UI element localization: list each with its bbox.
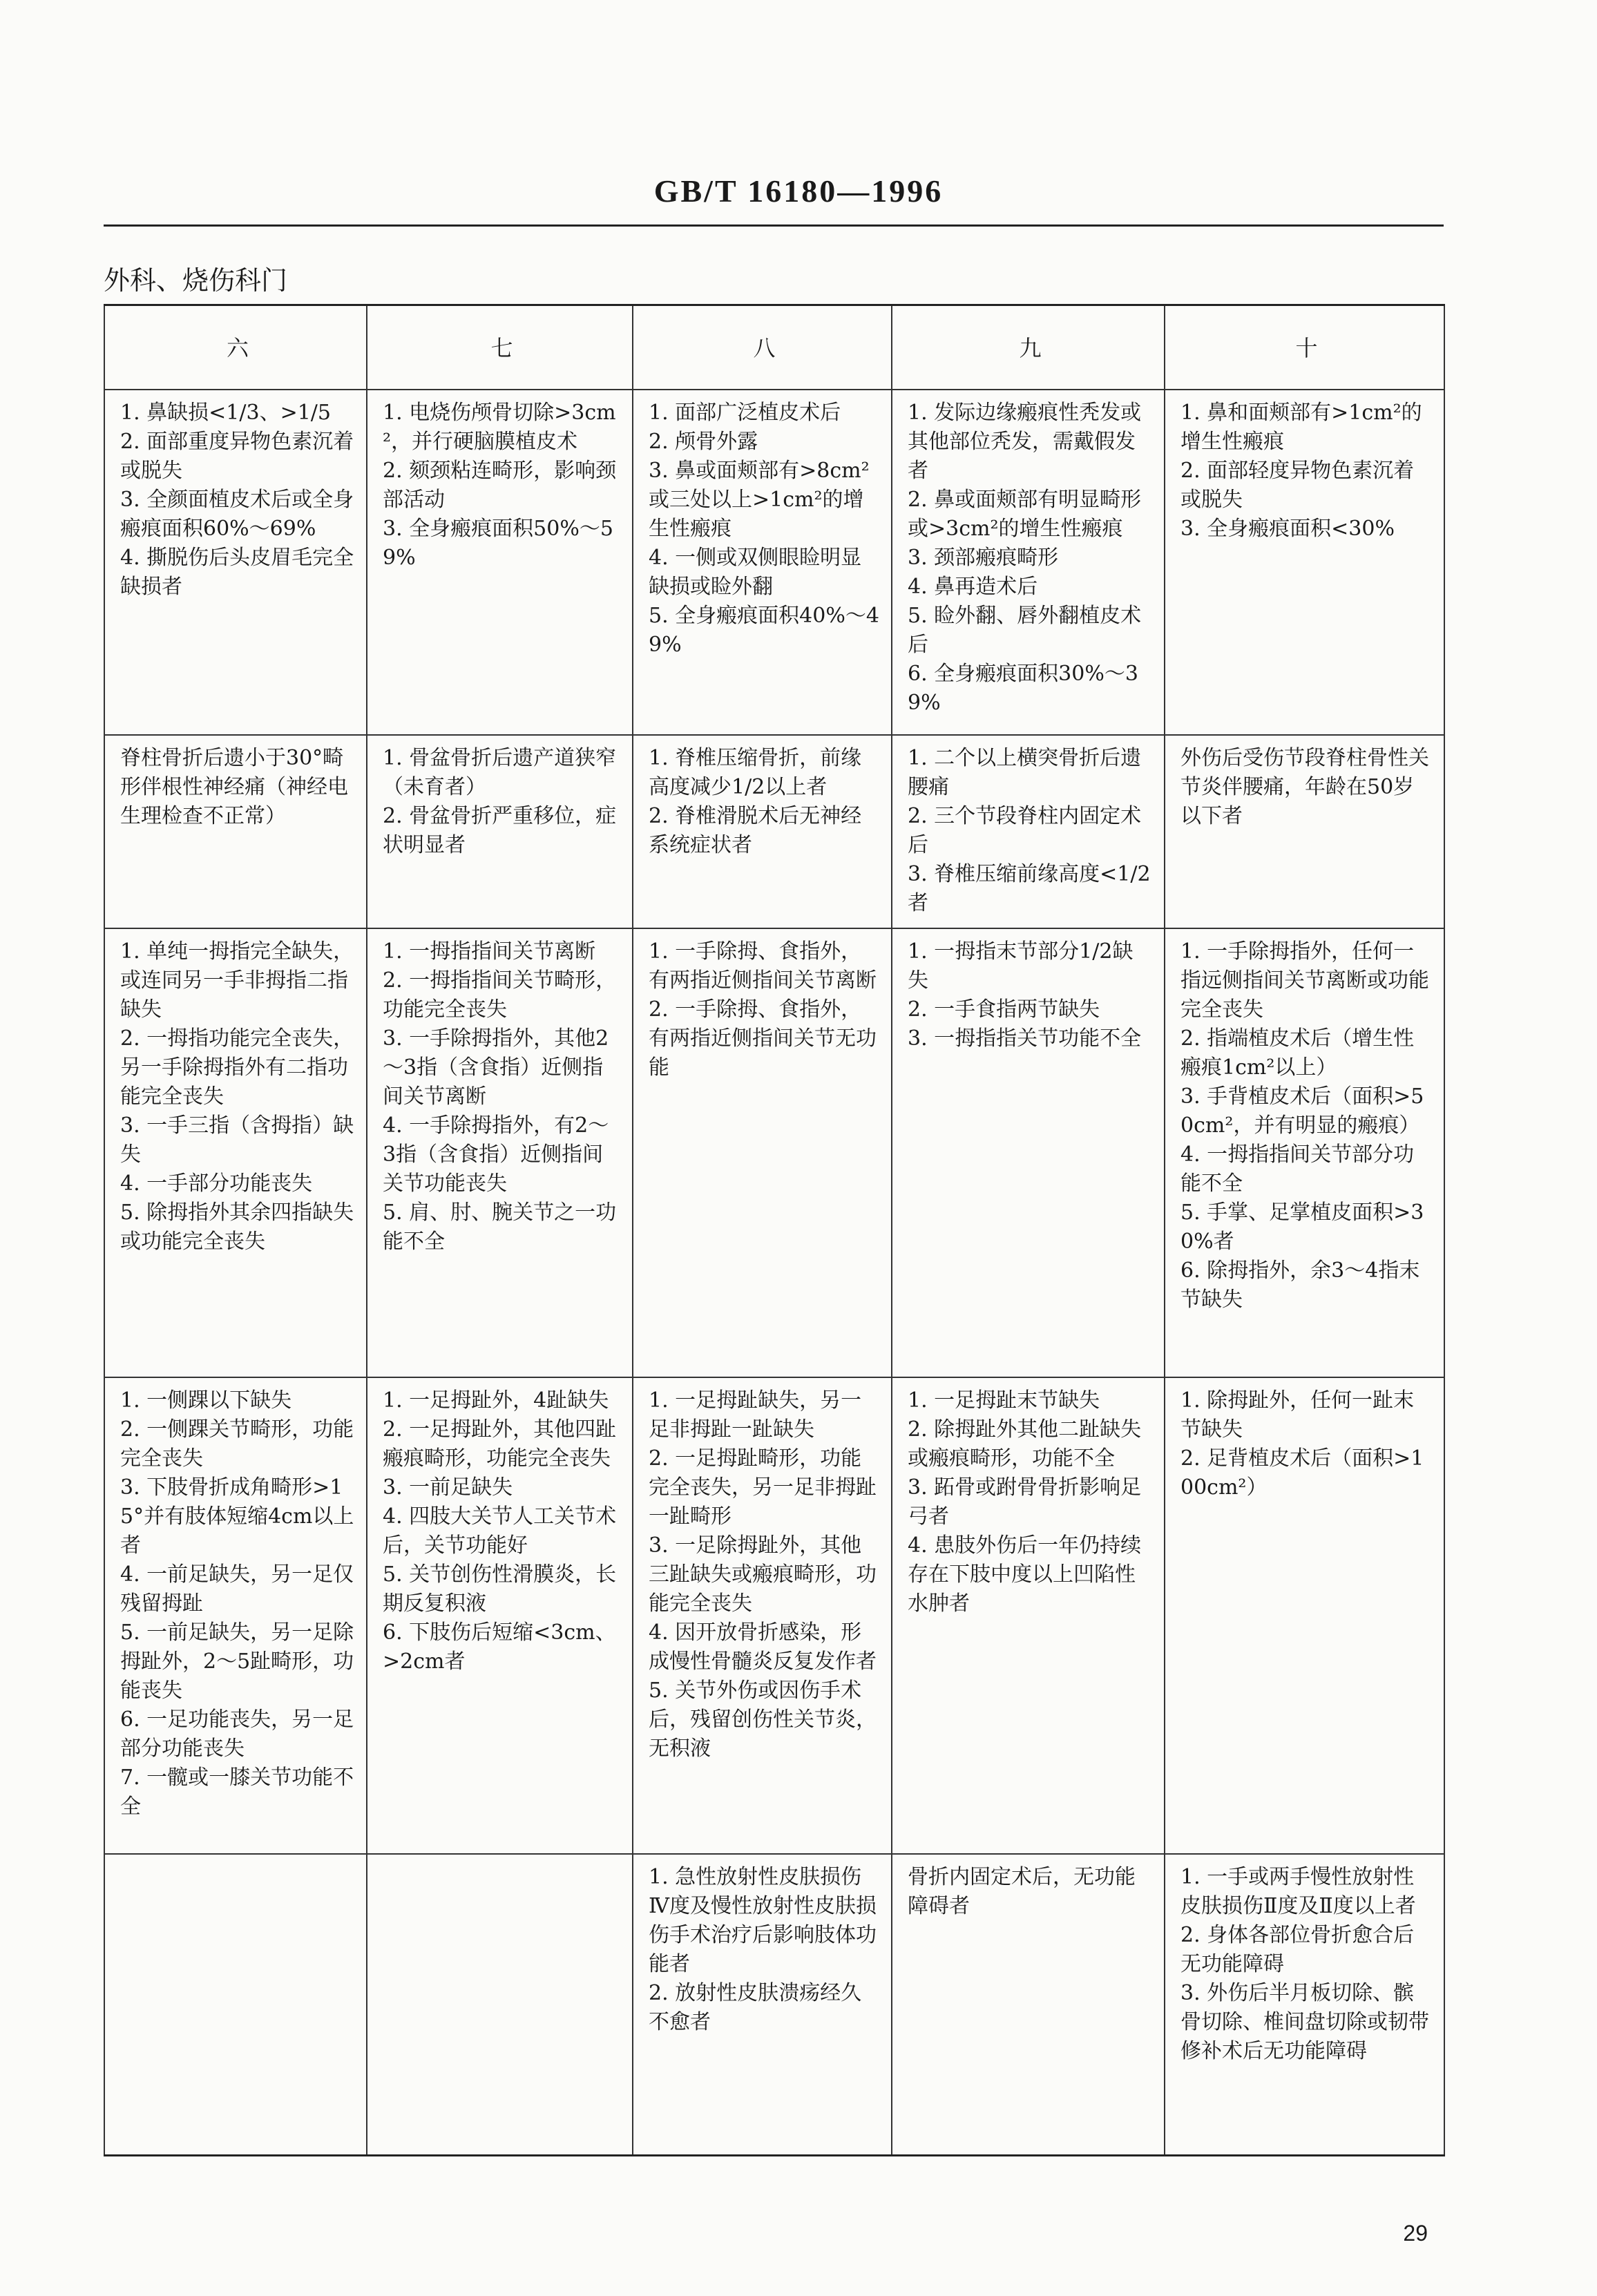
column-header: 九 — [892, 305, 1165, 390]
cell-item: 6. 全身瘢痕面积30%～39% — [908, 662, 1138, 715]
cell-item: 2. 一拇指指间关节畸形，功能完全丧失 — [383, 968, 617, 1022]
cell-item: 2. 骨盆骨折严重移位，症状明显者 — [383, 804, 617, 857]
cell-item: 1. 一足拇趾末节缺失 — [908, 1388, 1100, 1413]
cell-item: 2. 指端植皮术后（增生性瘢痕1cm²以上） — [1180, 1026, 1415, 1080]
table-cell — [1165, 928, 1444, 1377]
column-header: 六 — [104, 305, 367, 390]
table-cell — [633, 1854, 892, 2156]
cell-item: 1. 一侧踝以下缺失 — [120, 1388, 292, 1413]
cell-item: 脊柱骨折后遗小于30°畸形伴根性神经痛（神经电生理检查不正常） — [120, 746, 348, 828]
table-cell — [104, 735, 367, 928]
header-rule — [104, 224, 1444, 227]
table-cell — [1165, 390, 1444, 735]
cell-item: 2. 足背植皮术后（面积>100cm²） — [1180, 1446, 1424, 1500]
table-cell — [367, 735, 633, 928]
cell-item: 1. 急性放射性皮肤损伤Ⅳ度及慢性放射性皮肤损伤手术治疗后影响肢体功能者 — [649, 1865, 877, 1976]
column-header: 十 — [1165, 305, 1444, 390]
table-row — [104, 1854, 1444, 2156]
cell-item: 1. 单纯一拇指完全缺失，或连同另一手非拇指二指缺失 — [120, 939, 354, 1022]
column-header: 七 — [367, 305, 633, 390]
cell-item: 3. 下肢骨折成角畸形>15°并有肢体短缩4cm以上者 — [120, 1475, 354, 1558]
cell-item: 外伤后受伤节段脊柱骨性关节炎伴腰痛，年龄在50岁以下者 — [1180, 746, 1429, 828]
cell-item: 3. 一前足缺失 — [383, 1475, 513, 1500]
cell-item: 5. 手掌、足掌植皮面积>30%者 — [1180, 1200, 1424, 1254]
cell-item: 5. 关节创伤性滑膜炎，长期反复积液 — [383, 1562, 617, 1616]
cell-item: 4. 一手部分功能丧失 — [120, 1171, 313, 1196]
table-cell — [892, 735, 1165, 928]
cell-item: 6. 下肢伤后短缩<3cm、>2cm者 — [383, 1620, 616, 1674]
cell-item: 2. 颅骨外露 — [649, 430, 758, 454]
table-cell — [892, 390, 1165, 735]
cell-item: 3. 全身瘢痕面积<30% — [1180, 517, 1395, 541]
table-cell — [633, 390, 892, 735]
table-row — [104, 390, 1444, 735]
cell-item: 4. 一侧或双侧眼睑明显缺损或睑外翻 — [649, 546, 862, 599]
cell-item: 4. 一前足缺失，另一足仅残留拇趾 — [120, 1562, 354, 1616]
cell-item: 2. 三个节段脊柱内固定术后 — [908, 804, 1142, 857]
table-cell — [892, 1377, 1165, 1854]
cell-item: 1. 鼻和面颊部有>1cm²的增生性瘢痕 — [1180, 401, 1422, 454]
cell-item: 1. 一拇指指间关节离断 — [383, 939, 596, 964]
cell-item: 3. 一手三指（含拇指）缺失 — [120, 1113, 354, 1167]
cell-item: 1. 一手除拇指外，任何一指远侧指间关节离断或功能完全丧失 — [1180, 939, 1429, 1022]
table-cell — [104, 1854, 367, 2156]
cell-item: 1. 发际边缘瘢痕性秃发或其他部位秃发，需戴假发者 — [908, 401, 1142, 483]
cell-item: 7. 一髋或一膝关节功能不全 — [120, 1766, 354, 1819]
cell-item: 1. 骨盆骨折后遗产道狭窄（未育者） — [383, 746, 617, 799]
cell-item: 1. 鼻缺损<1/3、>1/5 — [120, 401, 331, 425]
table-cell — [367, 1854, 633, 2156]
cell-item: 1. 二个以上横突骨折后遗腰痛 — [908, 746, 1142, 799]
cell-item: 3. 一手除拇指外，其他2～3指（含食指）近侧指间关节离断 — [383, 1026, 609, 1109]
cell-item: 4. 一手除拇指外，有2～3指（含食指）近侧指间关节功能丧失 — [383, 1113, 609, 1196]
cell-item: 3. 鼻或面颊部有>8cm²或三处以上>1cm²的增生性瘢痕 — [649, 459, 870, 541]
section-title: 外科、烧伤科门 — [104, 265, 288, 296]
cell-item: 1. 电烧伤颅骨切除>3cm²，并行硬脑膜植皮术 — [383, 401, 616, 454]
cell-item: 2. 放射性皮肤溃疡经久不愈者 — [649, 1981, 862, 2034]
table-cell — [633, 928, 892, 1377]
cell-item: 5. 肩、肘、腕关节之一功能不全 — [383, 1200, 617, 1254]
cell-item: 1. 除拇趾外，任何一趾末节缺失 — [1180, 1388, 1415, 1442]
cell-item: 骨折内固定术后，无功能障碍者 — [908, 1865, 1136, 1918]
cell-item: 2. 一侧踝关节畸形，功能完全丧失 — [120, 1417, 354, 1471]
cell-item: 2. 除拇趾外其他二趾缺失或瘢痕畸形，功能不全 — [908, 1417, 1142, 1471]
cell-item: 3. 一足除拇趾外，其他三趾缺失或瘢痕畸形，功能完全丧失 — [649, 1533, 877, 1616]
cell-item: 5. 除拇指外其余四指缺失或功能完全丧失 — [120, 1200, 354, 1254]
table-cell — [367, 390, 633, 735]
cell-item: 2. 一足拇趾畸形，功能完全丧失，另一足非拇趾一趾畸形 — [649, 1446, 877, 1529]
cell-item: 4. 患肢外伤后一年仍持续存在下肢中度以上凹陷性水肿者 — [908, 1533, 1142, 1616]
cell-item: 3. 颈部瘢痕畸形 — [908, 546, 1059, 570]
cell-item: 3. 跖骨或跗骨骨折影响足弓者 — [908, 1475, 1142, 1529]
cell-item: 5. 睑外翻、唇外翻植皮术后 — [908, 604, 1142, 657]
cell-item: 4. 鼻再造术后 — [908, 575, 1038, 599]
cell-item: 1. 面部广泛植皮术后 — [649, 401, 841, 425]
cell-item: 2. 一手除拇、食指外，有两指近侧指间关节无功能 — [649, 997, 877, 1080]
cell-item: 4. 一拇指指间关节部分功能不全 — [1180, 1142, 1415, 1196]
cell-item: 2. 脊椎滑脱术后无神经系统症状者 — [649, 804, 862, 857]
table-row — [104, 928, 1444, 1377]
table-row — [104, 735, 1444, 928]
table-cell — [104, 390, 367, 735]
cell-item: 3. 全颜面植皮术后或全身瘢痕面积60%～69% — [120, 488, 354, 541]
table-cell — [633, 735, 892, 928]
cell-item: 3. 脊椎压缩前缘高度<1/2者 — [908, 862, 1151, 915]
cell-item: 2. 一拇指功能完全丧失，另一手除拇指外有二指功能完全丧失 — [120, 1026, 354, 1109]
cell-item: 4. 因开放骨折感染，形成慢性骨髓炎反复发作者 — [649, 1620, 877, 1674]
cell-item: 5. 全身瘢痕面积40%～49% — [649, 604, 879, 657]
cell-item: 2. 颏颈粘连畸形，影响颈部活动 — [383, 459, 617, 512]
standard-code-header: GB/T 16180—1996 — [653, 173, 944, 209]
cell-item: 2. 鼻或面颊部有明显畸形或>3cm²的增生性瘢痕 — [908, 488, 1142, 541]
column-header: 八 — [633, 305, 892, 390]
table-cell — [104, 928, 367, 1377]
cell-item: 2. 面部轻度异物色素沉着或脱失 — [1180, 459, 1415, 512]
cell-item: 2. 一手食指两节缺失 — [908, 997, 1100, 1022]
table-cell — [1165, 1854, 1444, 2156]
cell-item: 1. 一拇指末节部分1/2缺失 — [908, 939, 1134, 993]
table-cell — [633, 1377, 892, 1854]
cell-item: 5. 关节外伤或因伤手术后，残留创伤性关节炎，无积液 — [649, 1678, 877, 1761]
cell-item: 3. 一拇指指关节功能不全 — [908, 1026, 1142, 1051]
cell-item: 3. 全身瘢痕面积50%～59% — [383, 517, 613, 570]
table-cell — [1165, 1377, 1444, 1854]
cell-item: 6. 除拇指外，余3～4指末节缺失 — [1180, 1259, 1420, 1312]
cell-item: 2. 一足拇趾外，其他四趾瘢痕畸形，功能完全丧失 — [383, 1417, 617, 1471]
cell-item: 1. 一足拇趾外，4趾缺失 — [383, 1388, 609, 1413]
page-number: 29 — [1403, 2221, 1428, 2246]
cell-item: 6. 一足功能丧失，另一足部分功能丧失 — [120, 1707, 354, 1761]
table-header-row — [104, 305, 1444, 390]
cell-item: 4. 撕脱伤后头皮眉毛完全缺损者 — [120, 546, 354, 599]
cell-item: 2. 身体各部位骨折愈合后无功能障碍 — [1180, 1923, 1415, 1976]
table-row — [104, 1377, 1444, 1854]
table-cell — [1165, 735, 1444, 928]
cell-item: 1. 一手或两手慢性放射性皮肤损伤Ⅱ度及Ⅱ度以上者 — [1180, 1865, 1416, 1918]
cell-item: 2. 面部重度异物色素沉着或脱失 — [120, 430, 354, 483]
cell-item: 4. 四肢大关节人工关节术后，关节功能好 — [383, 1504, 617, 1558]
cell-item: 1. 脊椎压缩骨折，前缘高度减少1/2以上者 — [649, 746, 862, 799]
disability-grade-table — [104, 304, 1445, 2156]
cell-item: 3. 外伤后半月板切除、髌骨切除、椎间盘切除或韧带修补术后无功能障碍 — [1180, 1981, 1429, 2063]
table-cell — [367, 928, 633, 1377]
table-cell — [892, 1854, 1165, 2156]
table-cell — [104, 1377, 367, 1854]
cell-item: 1. 一手除拇、食指外，有两指近侧指间关节离断 — [649, 939, 877, 993]
table-cell — [892, 928, 1165, 1377]
cell-item: 1. 一足拇趾缺失，另一足非拇趾一趾缺失 — [649, 1388, 862, 1442]
cell-item: 5. 一前足缺失，另一足除拇趾外，2～5趾畸形，功能丧失 — [120, 1620, 354, 1703]
table-cell — [367, 1377, 633, 1854]
cell-item: 3. 手背植皮术后（面积>50cm²，并有明显的瘢痕） — [1180, 1084, 1424, 1138]
